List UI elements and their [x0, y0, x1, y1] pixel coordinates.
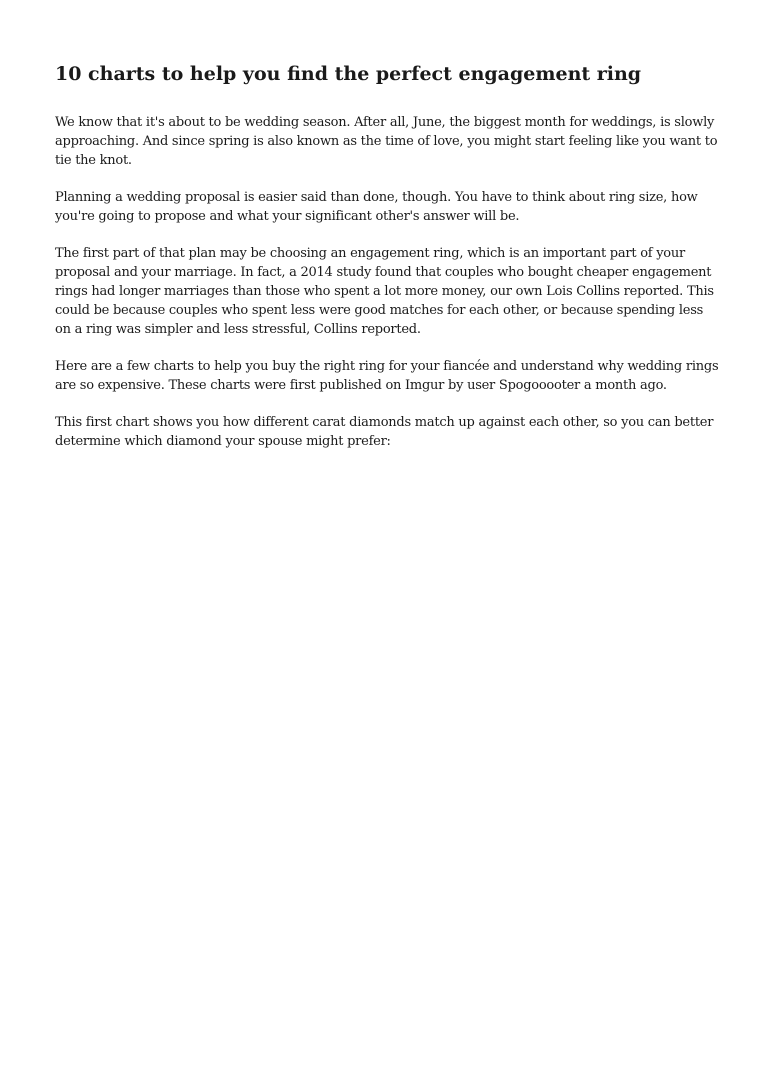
paragraph-charts-intro: Here are a few charts to help you buy the right ring for your fiancée and understand why wedding rings are so expensive. These charts were first published on Imgur by user Spogooooter a month ago.	[55, 359, 719, 393]
article-body	[55, 60, 720, 469]
paragraph-first-chart: This first chart shows you how different carat diamonds match up against each other, so you can better determine which diamond your spouse might prefer:	[55, 415, 714, 449]
article-title: 10 charts to help you find the perfect engagement ring	[55, 63, 642, 85]
paragraph-intro: We know that it's about to be wedding season. After all, June, the biggest month for weddings, is slowly approaching. And since spring is also known as the time of love, you might start feeling like you want to tie the knot.	[55, 115, 718, 168]
paragraph-proposal-planning: Planning a wedding proposal is easier said than done, though. You have to think about ring size, how you're going to propose and what your significant other's answer will be.	[55, 190, 698, 224]
paragraph-ring-study: The first part of that plan may be choosing an engagement ring, which is an important part of your proposal and your marriage. In fact, a 2014 study found that couples who bought cheaper engagement rings had longer marriages than those who spent a lot more money, our own Lois Collins reported. This could be because couples who spent less were good matches for each other, or because spending less on a ring was simpler and less stressful, Collins reported.	[55, 246, 714, 337]
